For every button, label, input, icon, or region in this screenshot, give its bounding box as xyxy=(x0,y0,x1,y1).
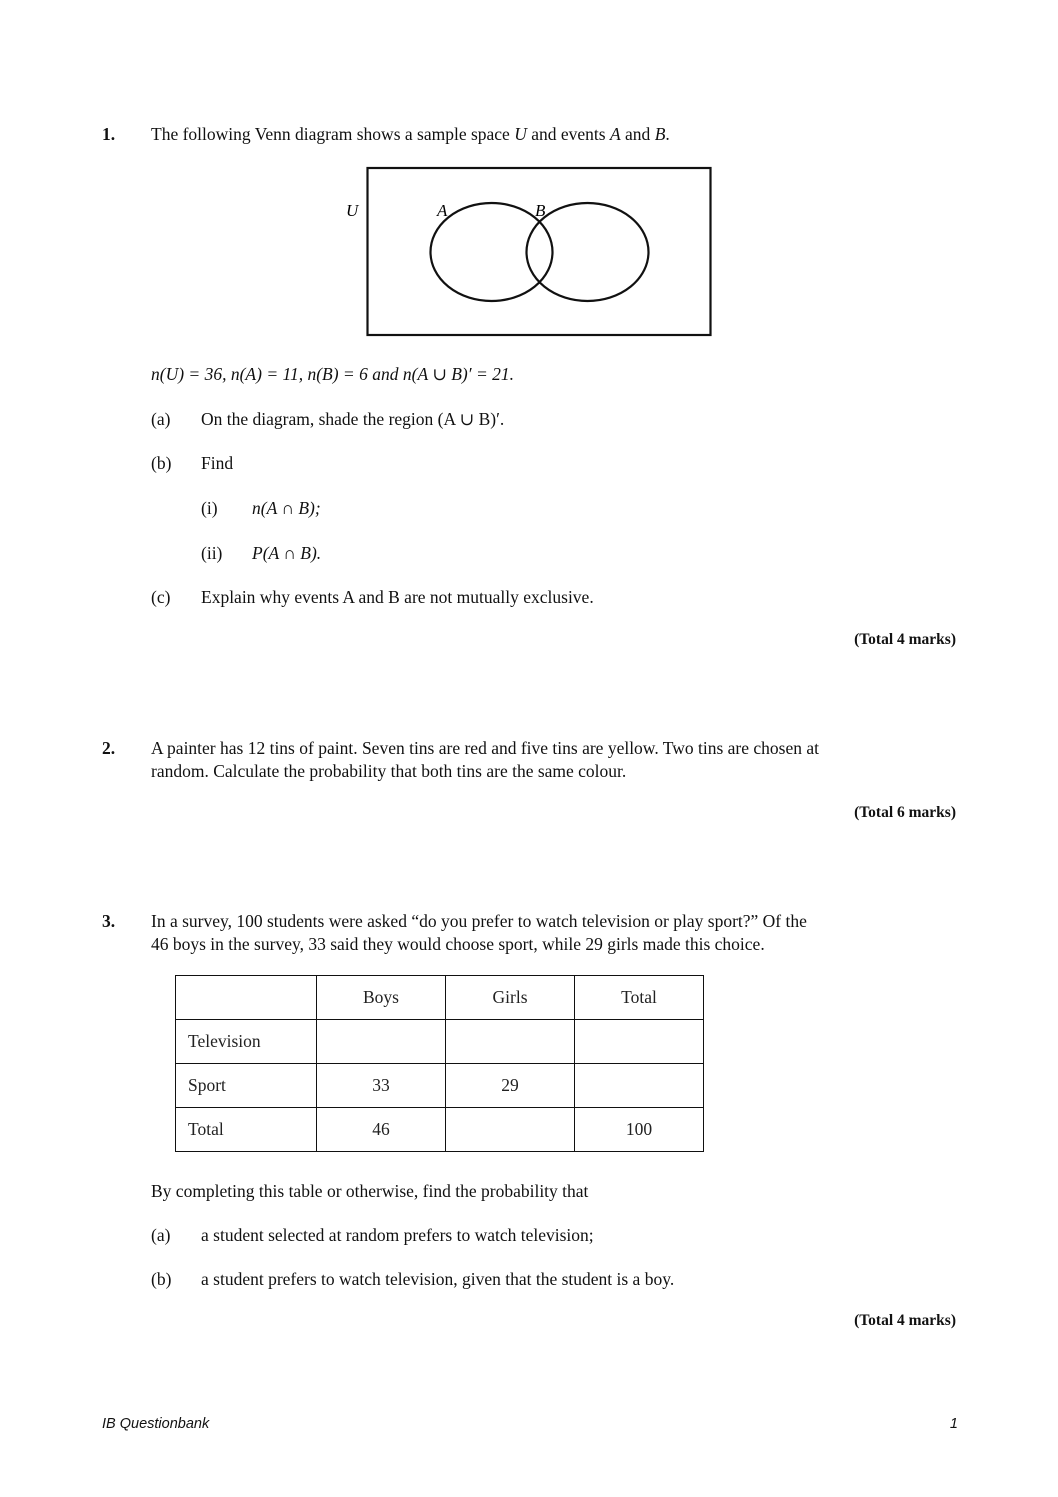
table-header-cell: Girls xyxy=(446,976,575,1020)
q1-number: 1. xyxy=(102,124,116,144)
table-header-cell: Boys xyxy=(317,976,446,1020)
table-cell: 33 xyxy=(317,1064,446,1108)
q3a-label: (a) xyxy=(151,1225,171,1245)
q1bi-label: (i) xyxy=(201,498,218,518)
table-row xyxy=(176,1020,704,1064)
q2-line2: random. Calculate the probability that both tins are the same colour. xyxy=(151,761,627,781)
table-row-label: Sport xyxy=(176,1064,317,1108)
q1a-label: (a) xyxy=(151,409,171,429)
table-row-label: Total xyxy=(176,1108,317,1152)
page-number: 1 xyxy=(949,1416,958,1432)
q3-prompt: By completing this table or otherwise, find the probability that xyxy=(151,1181,589,1201)
q3a-text: a student selected at random prefers to watch television; xyxy=(201,1225,594,1245)
table-cell xyxy=(446,1108,575,1152)
q1c-text: Explain why events A and B are not mutually exclusive. xyxy=(201,587,594,607)
q3b-label: (b) xyxy=(151,1269,172,1289)
venn-label-b: B xyxy=(535,201,546,220)
q1c-label: (c) xyxy=(151,587,171,607)
venn-circle-b xyxy=(527,203,649,301)
table-cell: 46 xyxy=(317,1108,446,1152)
table-header-row xyxy=(176,976,704,1020)
table-cell: 29 xyxy=(446,1064,575,1108)
q3-marks: (Total 4 marks) xyxy=(854,1312,956,1329)
venn-circle-a xyxy=(431,203,553,301)
venn-label-a: A xyxy=(437,201,448,220)
q2-number: 2. xyxy=(102,738,116,758)
q1b-label: (b) xyxy=(151,453,172,473)
venn-diagram xyxy=(340,160,720,345)
q2-marks: (Total 6 marks) xyxy=(854,804,956,821)
q1bii-text: P(A ∩ B). xyxy=(252,543,322,563)
q1-intro: The following Venn diagram shows a sample space U and events A and B. xyxy=(151,124,670,144)
table-header-cell: Total xyxy=(575,976,704,1020)
table-row xyxy=(176,1064,704,1108)
q1-marks: (Total 4 marks) xyxy=(854,631,956,648)
venn-universe-rect xyxy=(368,168,711,335)
q1bii-label: (ii) xyxy=(201,543,223,563)
q2-line1: A painter has 12 tins of paint. Seven tins are red and five tins are yellow. Two tins are chosen at xyxy=(151,738,819,758)
venn-label-u: U xyxy=(346,201,359,220)
q3-line2: 46 boys in the survey, 33 said they would choose sport, while 29 girls made this choice. xyxy=(151,934,765,954)
table-header-cell xyxy=(176,976,317,1020)
q1b-text: Find xyxy=(201,453,234,473)
q3b-text: a student prefers to watch television, given that the student is a boy. xyxy=(201,1269,675,1289)
q3-line1: In a survey, 100 students were asked “do you prefer to watch television or play sport?” Of the xyxy=(151,911,807,931)
table-row-label: Television xyxy=(176,1020,317,1064)
table-cell xyxy=(317,1020,446,1064)
q1bi-text: n(A ∩ B); xyxy=(252,498,321,518)
survey-table xyxy=(175,975,704,1152)
q3-number: 3. xyxy=(102,911,116,931)
q1-given: n(U) = 36, n(A) = 11, n(B) = 6 and n(A ∪ B)′ = 21. xyxy=(151,364,515,384)
table-cell: 100 xyxy=(575,1108,704,1152)
footer-source: IB Questionbank xyxy=(102,1416,210,1432)
q1a-text: On the diagram, shade the region (A ∪ B)′. xyxy=(201,409,505,429)
table-row xyxy=(176,1108,704,1152)
table-cell xyxy=(575,1064,704,1108)
table-cell xyxy=(446,1020,575,1064)
table-cell xyxy=(575,1020,704,1064)
